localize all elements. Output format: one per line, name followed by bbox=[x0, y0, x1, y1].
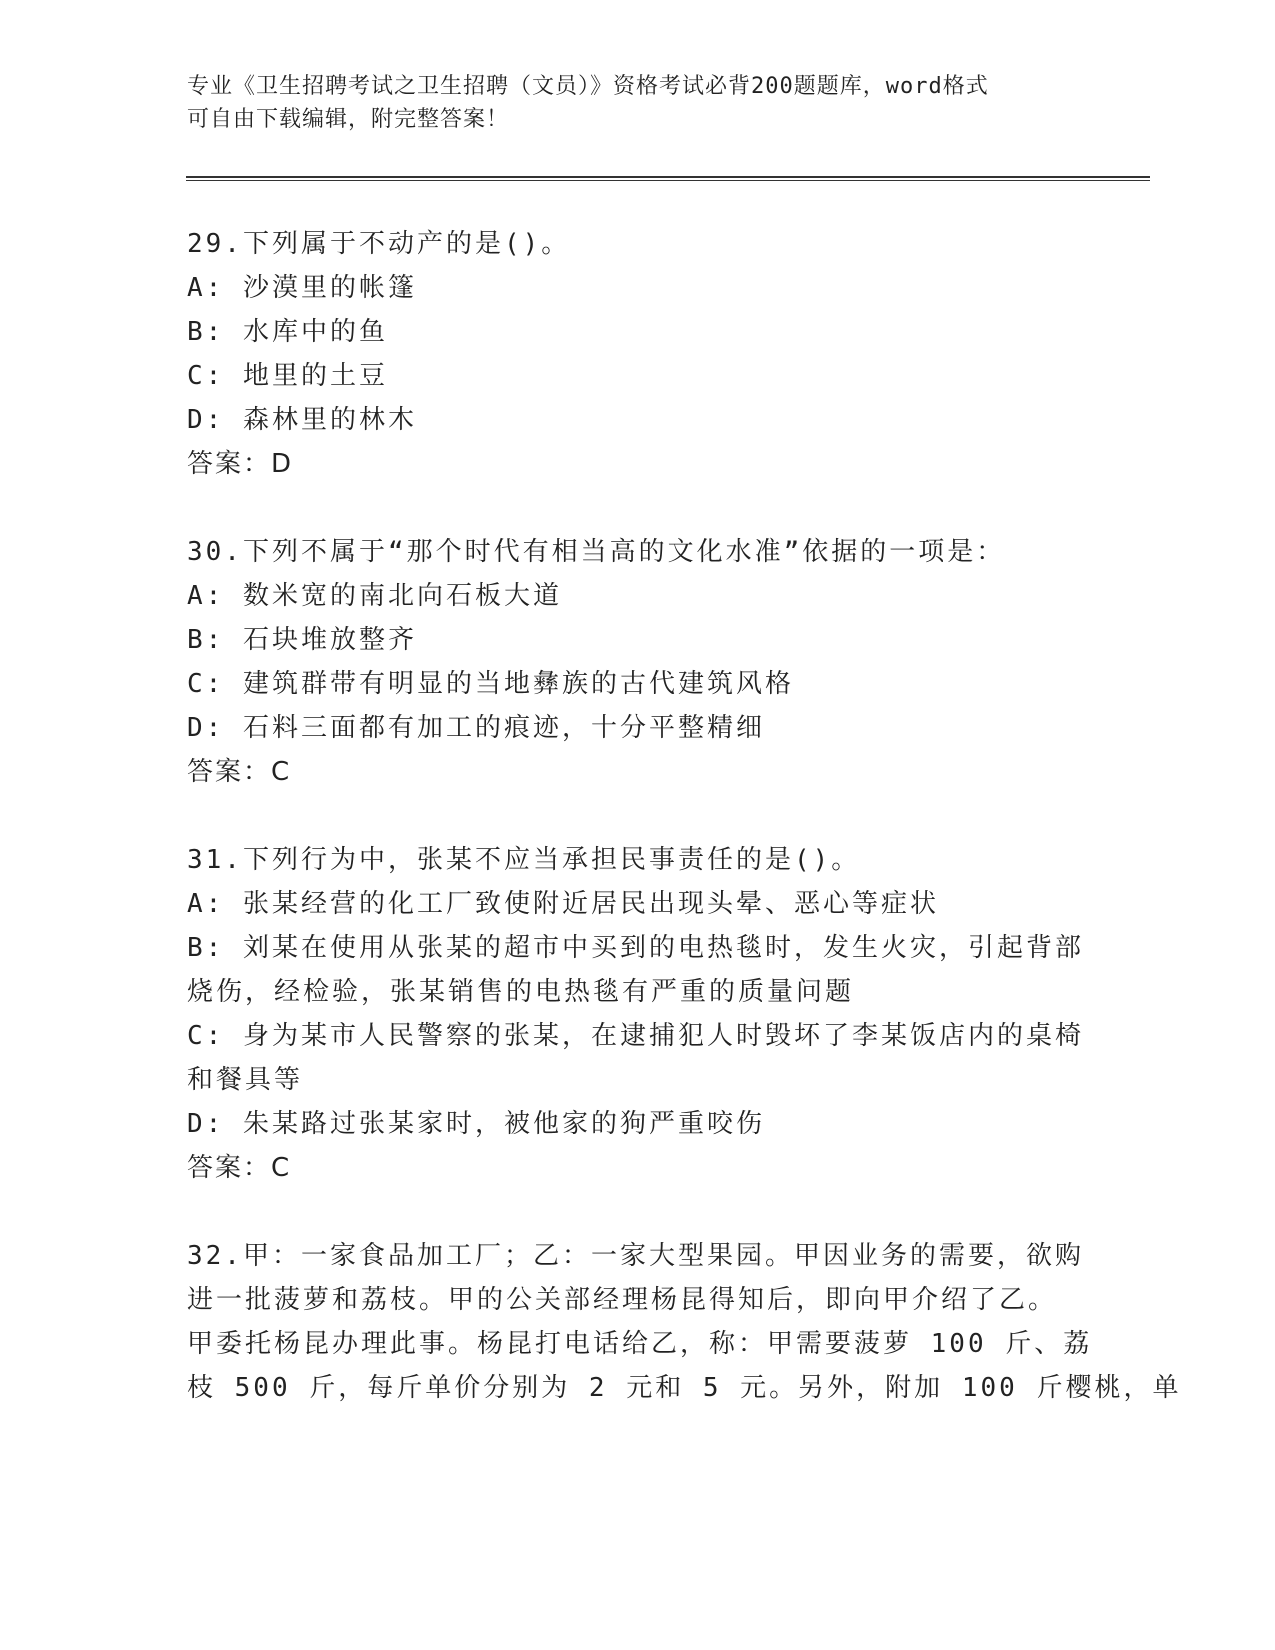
question-30-stem: 30.下列不属于“那个时代有相当高的文化水准”依据的一项是： bbox=[187, 537, 1006, 567]
question-29-option-d: D: 森林里的林木 bbox=[187, 405, 417, 435]
question-29-answer: 答案：D bbox=[187, 449, 294, 479]
document-header bbox=[187, 70, 1067, 136]
question-30-answer: 答案：C bbox=[187, 757, 292, 787]
header-title-line-2: 可自由下载编辑，附完整答案！ bbox=[187, 107, 510, 132]
question-31-option-b: B: 刘某在使用从张某的超市中买到的电热毯时，发生火灾，引起背部 bbox=[187, 933, 1084, 963]
question-32-stem-line-3: 甲委托杨昆办理此事。杨昆打电话给乙，称：甲需要菠萝 100 斤、荔 bbox=[187, 1329, 1093, 1359]
question-29-option-c: C: 地里的土豆 bbox=[187, 361, 388, 391]
question-31-option-d: D: 朱某路过张某家时，被他家的狗严重咬伤 bbox=[187, 1109, 765, 1139]
question-32-stem-line-1: 32.甲：一家食品加工厂；乙：一家大型果园。甲因业务的需要，欲购 bbox=[187, 1241, 1084, 1271]
header-title-line-1: 专业《卫生招聘考试之卫生招聘（文员）》资格考试必背200题题库，word格式 bbox=[187, 74, 989, 99]
question-30-option-d: D: 石料三面都有加工的痕迹，十分平整精细 bbox=[187, 713, 765, 743]
question-31-option-b-continued: 烧伤，经检验，张某销售的电热毯有严重的质量问题 bbox=[187, 977, 855, 1007]
question-31-option-c-continued: 和餐具等 bbox=[187, 1065, 304, 1095]
question-32-stem-line-2: 进一批菠萝和荔枝。甲的公关部经理杨昆得知后，即向甲介绍了乙。 bbox=[187, 1285, 1058, 1315]
header-divider bbox=[186, 176, 1150, 181]
question-29-option-b: B: 水库中的鱼 bbox=[187, 317, 388, 347]
question-29-option-a: A: 沙漠里的帐篷 bbox=[187, 273, 417, 303]
question-30-option-b: B: 石块堆放整齐 bbox=[187, 625, 417, 655]
question-31-answer: 答案：C bbox=[187, 1153, 292, 1183]
question-31-option-a: A: 张某经营的化工厂致使附近居民出现头晕、恶心等症状 bbox=[187, 889, 939, 919]
question-29-stem: 29.下列属于不动产的是()。 bbox=[187, 229, 571, 259]
question-31-stem: 31.下列行为中，张某不应当承担民事责任的是()。 bbox=[187, 845, 861, 875]
question-30-option-c: C: 建筑群带有明显的当地彝族的古代建筑风格 bbox=[187, 669, 794, 699]
question-32-stem-line-4: 枝 500 斤，每斤单价分别为 2 元和 5 元。另外，附加 100 斤樱桃，单 bbox=[187, 1373, 1182, 1403]
question-30-option-a: A: 数米宽的南北向石板大道 bbox=[187, 581, 562, 611]
question-31-option-c: C: 身为某市人民警察的张某，在逮捕犯人时毁坏了李某饭店内的桌椅 bbox=[187, 1021, 1084, 1051]
